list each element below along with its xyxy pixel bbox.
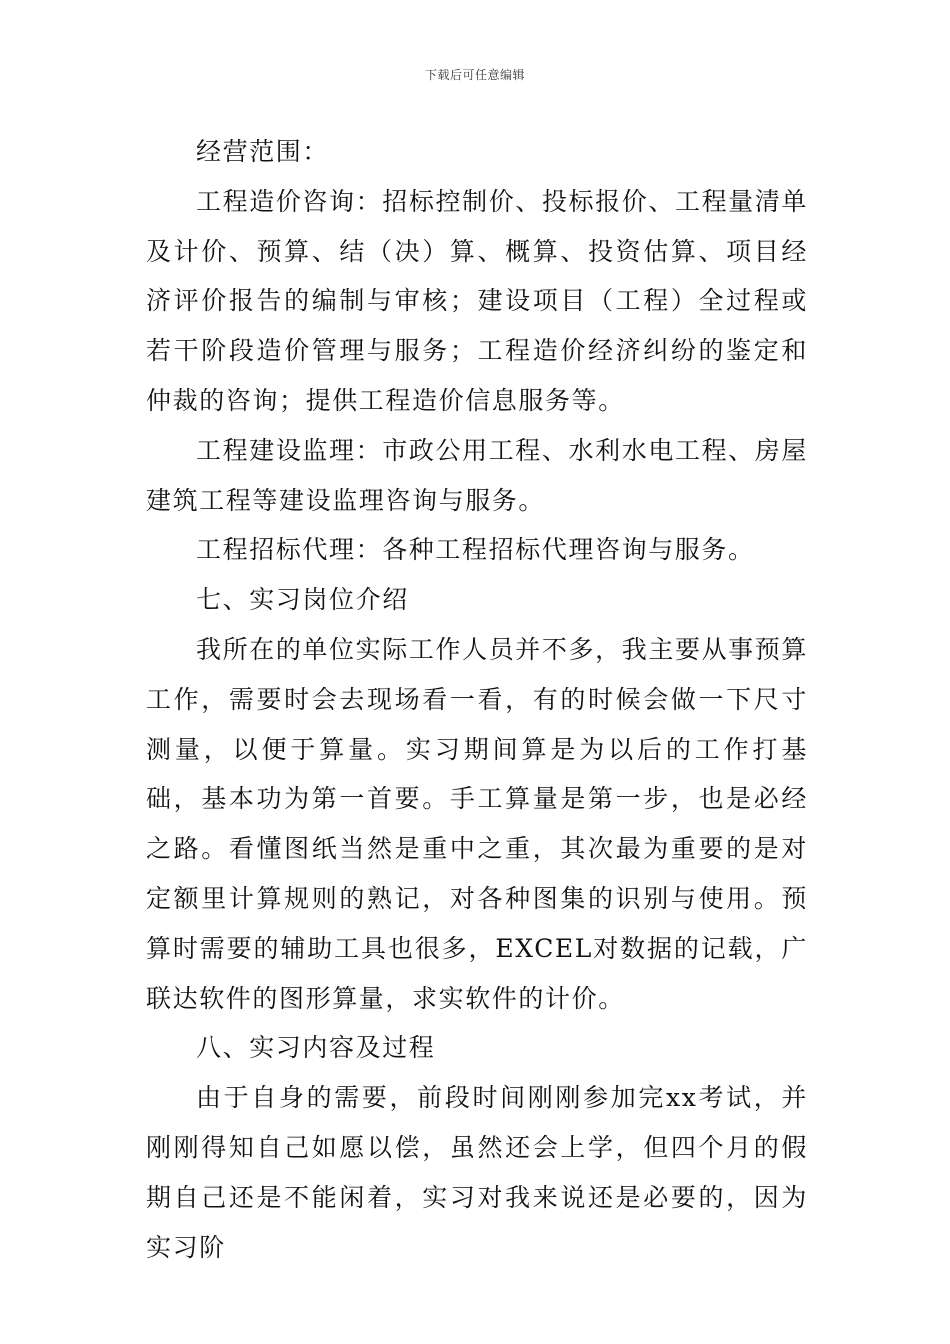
paragraph-internship-content: 由于自身的需要，前段时间刚刚参加完xx考试，并刚刚得知自己如愿以偿，虽然还会上学，但四个月的假期自己还是不能闲着，实习对我来说还是必要的，因为实习阶 [146, 1083, 808, 1262]
document-body [146, 127, 808, 1272]
section-heading-internship-content: 八、实习内容及过程 [196, 1033, 436, 1063]
page-header: 下载后可任意编辑 [424, 68, 525, 82]
paragraph-construction-supervision: 工程建设监理：市政公用工程、水利水电工程、房屋建筑工程等建设监理咨询与服务。 [146, 435, 808, 515]
section-heading-internship-position: 七、实习岗位介绍 [196, 585, 409, 615]
paragraph-cost-consulting: 工程造价咨询：招标控制价、投标报价、工程量清单及计价、预算、结（决）算、概算、投资估算、项目经济评价报告的编制与审核；建设项目（工程）全过程或若干阶段造价管理与服务；工程造价经济纠纷的鉴定和仲裁的咨询；提供工程造价信息服务等。 [146, 186, 808, 415]
paragraph-internship-position: 我所在的单位实际工作人员并不多，我主要从事预算工作，需要时会去现场看一看，有的时候会做一下尺寸测量，以便于算量。实习期间算是为以后的工作打基础，基本功为第一首要。手工算量是第一步，也是必经之路。看懂图纸当然是重中之重，其次最为重要的是对定额里计算规则的熟记，对各种图集的识别与使用。预算时需要的辅助工具也很多，EXCEL对数据的记载，广联达软件的图形算量，求实软件的计价。 [146, 634, 808, 1013]
paragraph-business-scope-heading: 经营范围： [196, 137, 330, 166]
paragraph-bidding-agency: 工程招标代理：各种工程招标代理咨询与服务。 [196, 535, 755, 565]
